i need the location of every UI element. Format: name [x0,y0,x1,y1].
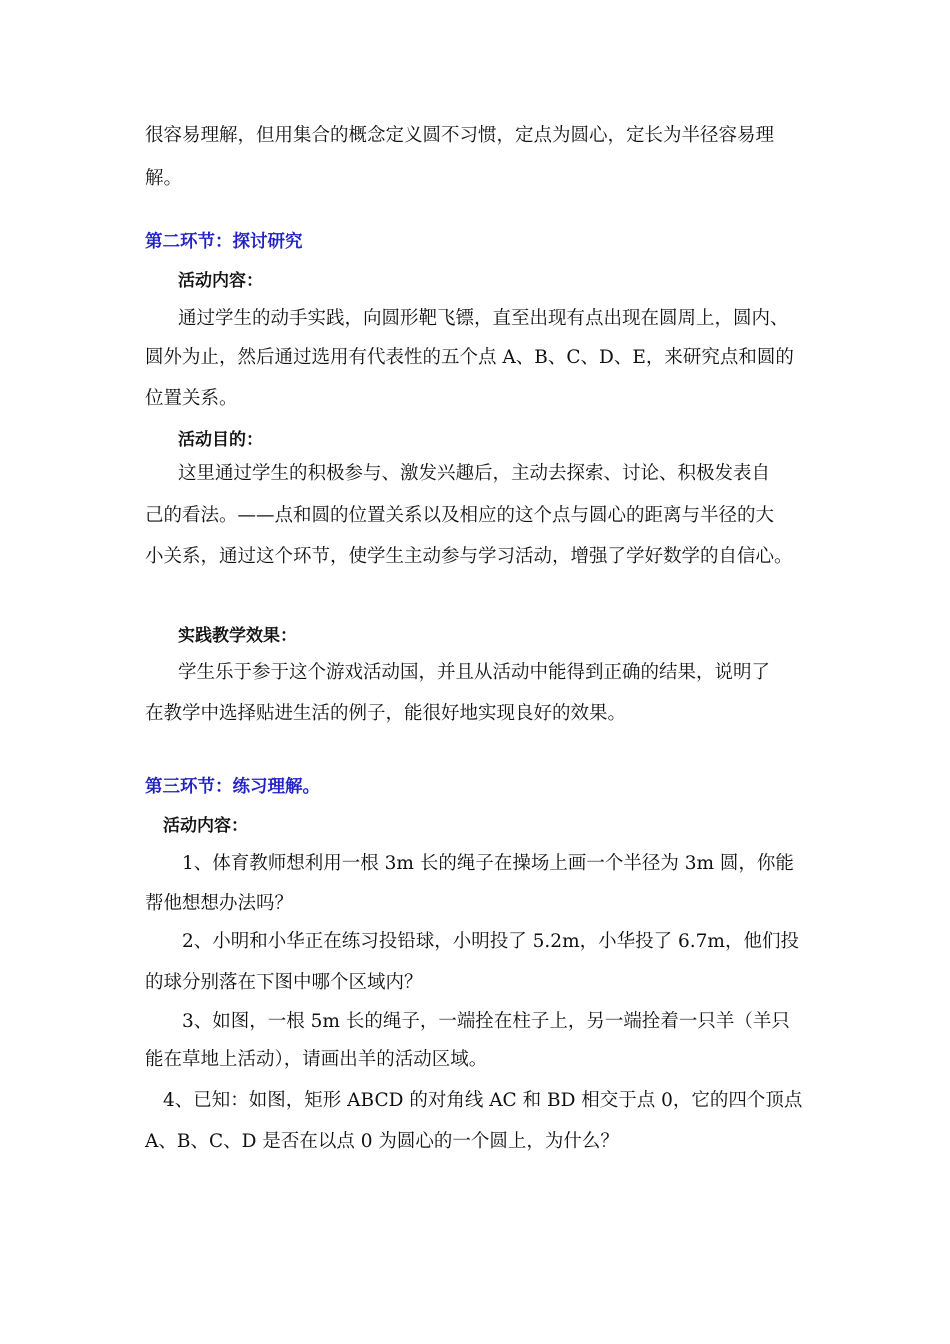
paragraph-line: 己的看法。——点和圆的位置关系以及相应的这个点与圆心的距离与半径的大 [145,505,775,526]
exercise-item-line: 3、如图，一根 5m 长的绳子，一端拴在柱子上，另一端拴着一只羊（羊只 [182,1011,790,1032]
paragraph-line: 位置关系。 [145,388,238,409]
exercise-item-line: 2、小明和小华正在练习投铅球，小明投了 5.2m，小华投了 6.7m，他们投 [182,931,799,952]
exercise-item-line: A、B、C、D 是否在以点 0 为圆心的一个圆上，为什么？ [145,1131,619,1152]
intro-line: 解。 [145,168,183,189]
section3-heading: 第三环节：练习理解。 [145,777,320,797]
section2-heading: 第二环节：探讨研究 [145,232,303,252]
exercise-item-line: 能在草地上活动），请画出羊的活动区域。 [145,1049,488,1070]
exercise-item-line: 的球分别落在下图中哪个区域内？ [145,972,423,993]
activity-content-label: 活动内容： [163,816,248,836]
paragraph-line: 学生乐于参于这个游戏活动国，并且从活动中能得到正确的结果，说明了 [178,662,771,683]
paragraph-line: 圆外为止，然后通过选用有代表性的五个点 A、B、C、D、E，来研究点和圆的 [145,347,794,368]
exercise-item-line: 帮他想想办法吗？ [145,893,294,914]
activity-content-label: 活动内容： [178,271,263,291]
paragraph-line: 通过学生的动手实践，向圆形靶飞镖，直至出现有点出现在圆周上，圆内、 [178,308,789,329]
teaching-effect-label: 实践教学效果： [178,626,297,646]
paragraph-line: 在教学中选择贴进生活的例子，能很好地实现良好的效果。 [145,703,627,724]
exercise-item-line: 1、体育教师想利用一根 3m 长的绳子在操场上画一个半径为 3m 圆，你能 [182,853,794,874]
activity-purpose-label: 活动目的： [178,430,263,450]
intro-line: 很容易理解，但用集合的概念定义圆不习惯，定点为圆心，定长为半径容易理 [145,125,775,146]
paragraph-line: 这里通过学生的积极参与、激发兴趣后，主动去探索、讨论、积极发表自 [178,463,771,484]
exercise-item-line: 4、已知：如图，矩形 ABCD 的对角线 AC 和 BD 相交于点 0，它的四个顶点 [163,1090,803,1111]
paragraph-line: 小关系，通过这个环节，使学生主动参与学习活动，增强了学好数学的自信心。 [145,546,793,567]
